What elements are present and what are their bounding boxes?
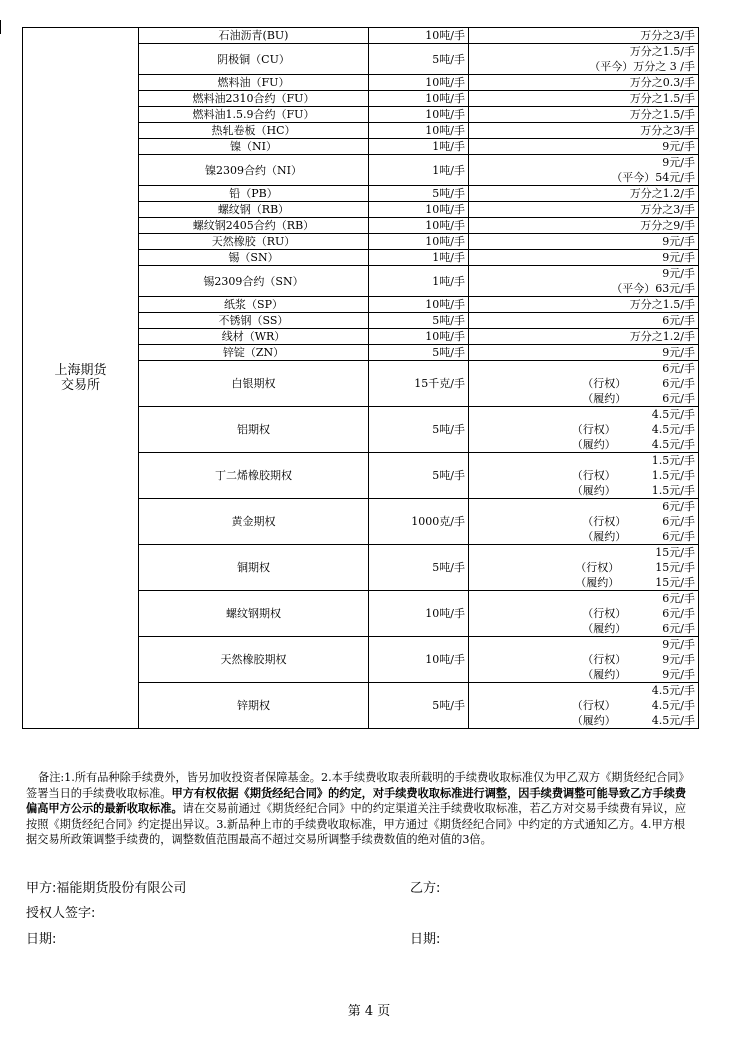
fee-value: 万分之1.2/手 bbox=[629, 330, 695, 343]
remarks-bold: 甲方有权依据《期货经纪合同》的约定，对手续费收取标准进行调整，因手续费调整可能导致乙方手续费偏高甲方公示的最新收取标准。 bbox=[26, 785, 687, 815]
fee-line bbox=[472, 107, 695, 122]
contract-unit-cell: 10吨/手 bbox=[369, 234, 469, 250]
product-name-cell: 锌期权 bbox=[139, 683, 369, 729]
contract-unit-cell: 10吨/手 bbox=[369, 218, 469, 234]
product-name-cell: 螺纹钢（RB） bbox=[139, 202, 369, 218]
fee-value: 1.5元/手 bbox=[651, 454, 695, 467]
product-name-cell: 黄金期权 bbox=[139, 499, 369, 545]
fee-line bbox=[472, 91, 695, 106]
fee-value: 6元/手 bbox=[662, 377, 695, 390]
fee-line bbox=[472, 652, 695, 667]
contract-unit-cell: 10吨/手 bbox=[369, 329, 469, 345]
fee-cell bbox=[469, 28, 699, 44]
fee-cell bbox=[469, 186, 699, 202]
fee-line bbox=[472, 606, 695, 621]
product-name-cell: 天然橡胶期权 bbox=[139, 637, 369, 683]
fee-cell bbox=[469, 107, 699, 123]
fee-value: 4.5元/手 bbox=[651, 684, 695, 697]
fee-value: （平今）63元/手 bbox=[611, 282, 695, 295]
exercise-tag: （行权） bbox=[582, 607, 627, 620]
exercise-tag: （行权） bbox=[582, 515, 627, 528]
exchange-name-line1: 上海期货 bbox=[54, 363, 107, 378]
fee-value: 4.5元/手 bbox=[651, 438, 695, 451]
exercise-tag: （行权） bbox=[575, 561, 620, 574]
contract-unit-cell: 5吨/手 bbox=[369, 313, 469, 329]
remarks-part2: 请在交易前通过《期货经纪合同》中的约定渠道关注手续费收取标准，若乙方对交易手续费有异议，应按照《期货经纪合同》约定提出异议。3.新品种上市的手续费收取标准，甲方通过《期货经纪合同》中约定的方式通知乙方。4.甲方根据交易所政策调整手续费的，调整数值范围最高不超过交易所调整手续费数值的绝对值的3倍。 bbox=[26, 802, 687, 846]
fee-line bbox=[472, 422, 695, 437]
fee-value: 1.5元/手 bbox=[651, 484, 695, 497]
product-name-cell: 锌锭（ZN） bbox=[139, 345, 369, 361]
fee-table-body bbox=[23, 28, 699, 729]
contract-unit-cell: 10吨/手 bbox=[369, 28, 469, 44]
fee-line bbox=[472, 361, 695, 376]
fee-value: 15元/手 bbox=[655, 546, 695, 559]
fee-cell bbox=[469, 361, 699, 407]
contract-unit-cell: 5吨/手 bbox=[369, 683, 469, 729]
fee-cell bbox=[469, 91, 699, 107]
fee-line bbox=[472, 313, 695, 328]
fee-cell bbox=[469, 155, 699, 186]
fee-line bbox=[472, 266, 695, 281]
exercise-tag: （行权） bbox=[571, 423, 616, 436]
fee-value: 4.5元/手 bbox=[651, 423, 695, 436]
perform-tag: （履约） bbox=[571, 714, 616, 727]
perform-tag: （履约） bbox=[582, 622, 627, 635]
fee-line bbox=[472, 483, 695, 498]
fee-line bbox=[472, 123, 695, 138]
exchange-cell bbox=[23, 28, 139, 729]
fee-value: 9元/手 bbox=[662, 251, 695, 264]
contract-unit-cell: 10吨/手 bbox=[369, 202, 469, 218]
product-name-cell: 不锈钢（SS） bbox=[139, 313, 369, 329]
fee-line bbox=[472, 698, 695, 713]
fee-value: 1.5元/手 bbox=[651, 469, 695, 482]
fee-line bbox=[472, 529, 695, 544]
fee-value: 9元/手 bbox=[662, 156, 695, 169]
fee-line bbox=[472, 591, 695, 606]
fee-line bbox=[472, 376, 695, 391]
fee-value: 6元/手 bbox=[662, 622, 695, 635]
fee-cell bbox=[469, 202, 699, 218]
perform-tag: （履约） bbox=[571, 484, 616, 497]
fee-value: 15元/手 bbox=[655, 561, 695, 574]
fee-value: 9元/手 bbox=[662, 235, 695, 248]
fee-line bbox=[472, 667, 695, 682]
fee-cell bbox=[469, 329, 699, 345]
contract-unit-cell: 5吨/手 bbox=[369, 453, 469, 499]
fee-line bbox=[472, 234, 695, 249]
product-name-cell: 白银期权 bbox=[139, 361, 369, 407]
fee-line bbox=[472, 391, 695, 406]
fee-cell bbox=[469, 637, 699, 683]
fee-line bbox=[472, 407, 695, 422]
contract-unit-cell: 1吨/手 bbox=[369, 139, 469, 155]
fee-cell bbox=[469, 499, 699, 545]
fee-value: 万分之0.3/手 bbox=[629, 76, 695, 89]
contract-unit-cell: 5吨/手 bbox=[369, 407, 469, 453]
fee-line bbox=[472, 170, 695, 185]
fee-value: 9元/手 bbox=[662, 140, 695, 153]
fee-line bbox=[472, 637, 695, 652]
product-name-cell: 纸浆（SP） bbox=[139, 297, 369, 313]
product-name-cell: 丁二烯橡胶期权 bbox=[139, 453, 369, 499]
remarks-part1: 备注:1.所有品种除手续费外，皆另加收投资者保障基金。2.本手续费收取表所载明的手续费收取标准仅为甲乙双方《期货经纪合同》签署当日的手续费收取标准。 bbox=[26, 771, 690, 800]
fee-line bbox=[472, 218, 695, 233]
product-name-cell: 石油沥青(BU) bbox=[139, 28, 369, 44]
fee-cell bbox=[469, 75, 699, 91]
fee-table bbox=[22, 27, 699, 729]
fee-value: 9元/手 bbox=[662, 267, 695, 280]
product-name-cell: 铜期权 bbox=[139, 545, 369, 591]
fee-value: 9元/手 bbox=[662, 668, 695, 681]
party-a-date-label: 日期: bbox=[26, 932, 57, 947]
fee-cell bbox=[469, 407, 699, 453]
fee-line bbox=[472, 468, 695, 483]
contract-unit-cell: 10吨/手 bbox=[369, 91, 469, 107]
fee-cell bbox=[469, 139, 699, 155]
fee-cell bbox=[469, 234, 699, 250]
fee-line bbox=[472, 329, 695, 344]
exercise-tag: （行权） bbox=[582, 653, 627, 666]
perform-tag: （履约） bbox=[582, 392, 627, 405]
fee-value: 万分之3/手 bbox=[640, 29, 695, 42]
fee-value: 9元/手 bbox=[662, 653, 695, 666]
fee-line bbox=[472, 499, 695, 514]
exercise-tag: （行权） bbox=[571, 699, 616, 712]
fee-cell bbox=[469, 545, 699, 591]
fee-cell bbox=[469, 683, 699, 729]
fee-cell bbox=[469, 313, 699, 329]
product-name-cell: 热轧卷板（HC） bbox=[139, 123, 369, 139]
fee-value: （平今）54元/手 bbox=[611, 171, 695, 184]
contract-unit-cell: 1吨/手 bbox=[369, 266, 469, 297]
fee-cell bbox=[469, 266, 699, 297]
product-name-cell: 天然橡胶（RU） bbox=[139, 234, 369, 250]
exercise-tag: （行权） bbox=[582, 377, 627, 390]
fee-line bbox=[472, 560, 695, 575]
fee-cell bbox=[469, 591, 699, 637]
fee-value: 万分之1.2/手 bbox=[629, 187, 695, 200]
fee-line bbox=[472, 575, 695, 590]
exchange-name-line2: 交易所 bbox=[60, 378, 100, 393]
contract-unit-cell: 5吨/手 bbox=[369, 186, 469, 202]
fee-line bbox=[472, 437, 695, 452]
contract-unit-cell: 10吨/手 bbox=[369, 107, 469, 123]
fee-value: 4.5元/手 bbox=[651, 714, 695, 727]
fee-value: 9元/手 bbox=[662, 346, 695, 359]
page-number: 第 4 页 bbox=[347, 1004, 391, 1019]
fee-line bbox=[472, 202, 695, 217]
fee-line bbox=[472, 713, 695, 728]
contract-unit-cell: 15千克/手 bbox=[369, 361, 469, 407]
product-name-cell: 螺纹钢2405合约（RB） bbox=[139, 218, 369, 234]
contract-unit-cell: 10吨/手 bbox=[369, 297, 469, 313]
contract-unit-cell: 1吨/手 bbox=[369, 250, 469, 266]
authorized-signature-label: 授权人签字: bbox=[26, 906, 96, 921]
fee-line bbox=[472, 621, 695, 636]
product-name-cell: 锡（SN） bbox=[139, 250, 369, 266]
contract-unit-cell: 10吨/手 bbox=[369, 75, 469, 91]
fee-value: 4.5元/手 bbox=[651, 408, 695, 421]
fee-line bbox=[472, 155, 695, 170]
fee-cell bbox=[469, 453, 699, 499]
fee-value: 万分之3/手 bbox=[640, 203, 695, 216]
product-name-cell: 铝期权 bbox=[139, 407, 369, 453]
product-name-cell: 燃料油（FU） bbox=[139, 75, 369, 91]
fee-line bbox=[472, 28, 695, 43]
perform-tag: （履约） bbox=[582, 668, 627, 681]
fee-value: 6元/手 bbox=[662, 530, 695, 543]
fee-value: 6元/手 bbox=[662, 362, 695, 375]
product-name-cell: 燃料油2310合约（FU） bbox=[139, 91, 369, 107]
party-b-date-label: 日期: bbox=[410, 932, 441, 947]
fee-value: 15元/手 bbox=[655, 576, 695, 589]
contract-unit-cell: 10吨/手 bbox=[369, 637, 469, 683]
fee-value: 万分之1.5/手 bbox=[629, 45, 695, 58]
fee-value: 万分之9/手 bbox=[640, 219, 695, 232]
exercise-tag: （行权） bbox=[571, 469, 616, 482]
fee-line bbox=[472, 75, 695, 90]
perform-tag: （履约） bbox=[575, 576, 620, 589]
party-a-label: 甲方:福能期货股份有限公司 bbox=[26, 881, 187, 896]
page-edge-mark bbox=[0, 20, 1, 34]
fee-value: 万分之1.5/手 bbox=[629, 108, 695, 121]
fee-value: （平今）万分之 3 /手 bbox=[589, 60, 695, 73]
contract-unit-cell: 5吨/手 bbox=[369, 345, 469, 361]
fee-line bbox=[472, 297, 695, 312]
remarks bbox=[26, 770, 690, 848]
fee-value: 4.5元/手 bbox=[651, 699, 695, 712]
fee-line bbox=[472, 514, 695, 529]
fee-value: 9元/手 bbox=[662, 638, 695, 651]
fee-cell bbox=[469, 250, 699, 266]
product-name-cell: 线材（WR） bbox=[139, 329, 369, 345]
fee-line bbox=[472, 453, 695, 468]
product-name-cell: 镍（NI） bbox=[139, 139, 369, 155]
fee-cell bbox=[469, 123, 699, 139]
product-name-cell: 螺纹钢期权 bbox=[139, 591, 369, 637]
fee-line bbox=[472, 683, 695, 698]
fee-value: 万分之3/手 bbox=[640, 124, 695, 137]
product-name-cell: 燃料油1.5.9合约（FU） bbox=[139, 107, 369, 123]
perform-tag: （履约） bbox=[582, 530, 627, 543]
fee-line bbox=[472, 186, 695, 201]
perform-tag: （履约） bbox=[571, 438, 616, 451]
contract-unit-cell: 10吨/手 bbox=[369, 123, 469, 139]
fee-value: 6元/手 bbox=[662, 515, 695, 528]
fee-value: 6元/手 bbox=[662, 607, 695, 620]
fee-line bbox=[472, 59, 695, 74]
contract-unit-cell: 10吨/手 bbox=[369, 591, 469, 637]
fee-cell bbox=[469, 345, 699, 361]
fee-line bbox=[472, 139, 695, 154]
fee-value: 6元/手 bbox=[662, 592, 695, 605]
fee-value: 万分之1.5/手 bbox=[629, 92, 695, 105]
fee-cell bbox=[469, 218, 699, 234]
fee-line bbox=[472, 545, 695, 560]
fee-cell bbox=[469, 297, 699, 313]
party-b-label: 乙方: bbox=[410, 881, 441, 896]
product-name-cell: 锡2309合约（SN） bbox=[139, 266, 369, 297]
fee-value: 6元/手 bbox=[662, 314, 695, 327]
contract-unit-cell: 5吨/手 bbox=[369, 44, 469, 75]
fee-line bbox=[472, 250, 695, 265]
fee-value: 6元/手 bbox=[662, 500, 695, 513]
product-name-cell: 阴极铜（CU） bbox=[139, 44, 369, 75]
fee-value: 万分之1.5/手 bbox=[629, 298, 695, 311]
product-name-cell: 镍2309合约（NI） bbox=[139, 155, 369, 186]
fee-line bbox=[472, 281, 695, 296]
fee-line bbox=[472, 44, 695, 59]
product-name-cell: 铅（PB） bbox=[139, 186, 369, 202]
fee-line bbox=[472, 345, 695, 360]
contract-unit-cell: 1吨/手 bbox=[369, 155, 469, 186]
contract-unit-cell: 1000克/手 bbox=[369, 499, 469, 545]
table-row bbox=[23, 28, 699, 44]
fee-cell bbox=[469, 44, 699, 75]
contract-unit-cell: 5吨/手 bbox=[369, 545, 469, 591]
fee-value: 6元/手 bbox=[662, 392, 695, 405]
